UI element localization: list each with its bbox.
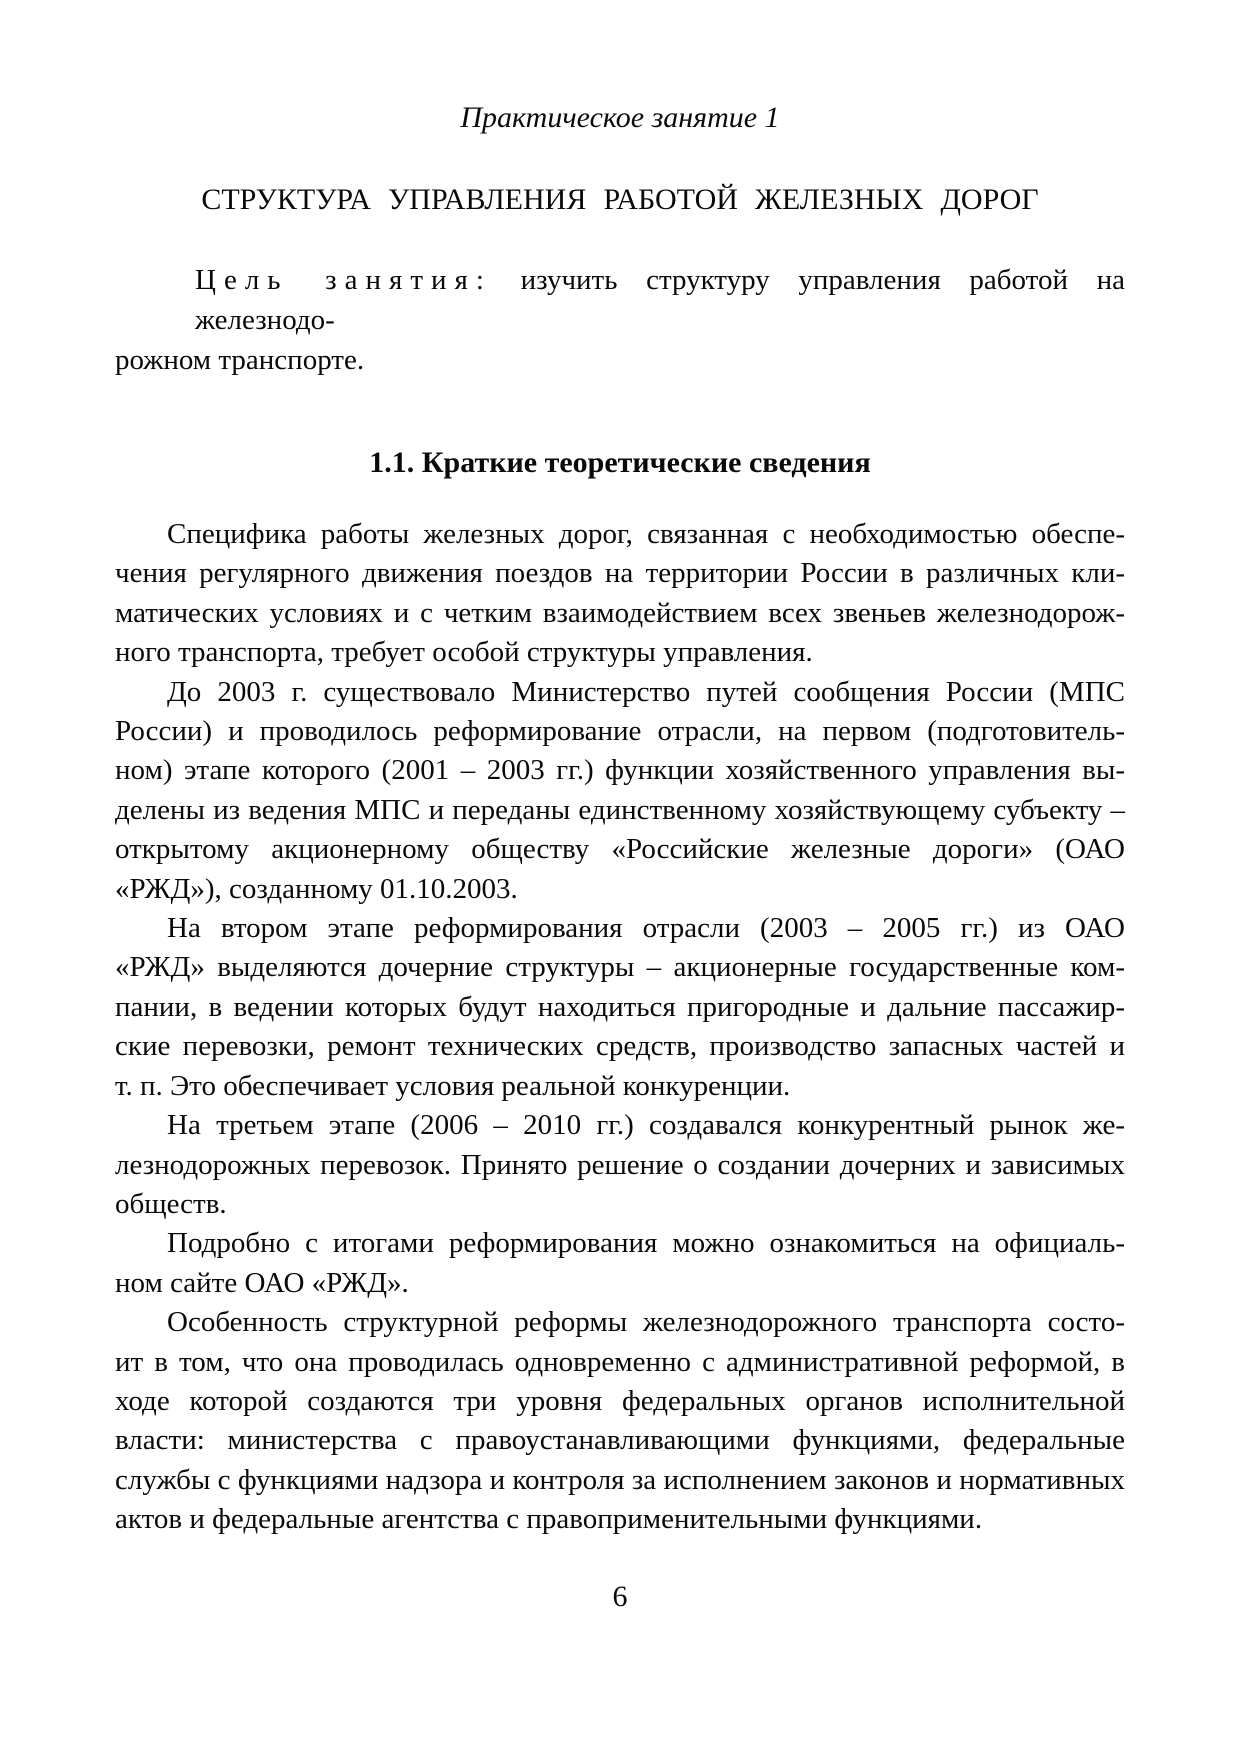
text-column: [115, 0, 1125, 1617]
text-line: На втором этапе реформирования отрасли (2003 – 2005 гг.) из ОАО: [167, 912, 1125, 945]
text-line: России) и проводилось реформирование отрасли, на первом (подготовитель-: [115, 715, 1125, 748]
text-line: ном) этапе которого (2001 – 2003 гг.) функции хозяйственного управления вы-: [115, 754, 1125, 787]
text-line: ские перевозки, ремонт технических средств, производство запасных частей и: [115, 1030, 1125, 1063]
text-line: открытому акционерному обществу «Российские железные дороги» (ОАО: [115, 833, 1125, 866]
text-line: обществ.: [115, 1187, 227, 1220]
text-line: Особенность структурной реформы железнодорожного транспорта состо-: [167, 1306, 1125, 1339]
text-line: делены из ведения МПС и переданы единственному хозяйствующему субъекту –: [115, 793, 1125, 826]
page-number: 6: [612, 1579, 628, 1613]
text-line: До 2003 г. существовало Министерство путей сообщения России (МПС: [167, 675, 1125, 708]
text-line: ного транспорта, требует особой структуры управления.: [115, 636, 813, 669]
goal-label: Цель занятия:: [195, 264, 492, 296]
section-heading: 1.1. Краткие теоретические сведения: [369, 446, 871, 479]
text-line: пании, в ведении которых будут находиться пригородные и дальние пассажир-: [115, 990, 1125, 1023]
running-head: Практическое занятие 1: [460, 101, 780, 134]
text-line: [115, 260, 1125, 340]
text-line: ит в том, что она проводилась одновременно с административной реформой, в: [115, 1345, 1125, 1378]
text-line: чения регулярного движения поездов на территории России в различных кли-: [115, 557, 1125, 590]
page-title: СТРУКТУРА УПРАВЛЕНИЯ РАБОТОЙ ЖЕЛЕЗНЫХ ДОРОГ: [201, 183, 1039, 216]
text-line: т. п. Это обеспечивает условия реальной конкуренции.: [115, 1069, 791, 1102]
text-line: власти: министерства с правоустанавливающими функциями, федеральные: [115, 1424, 1125, 1457]
text-line: ходе которой создаются три уровня федеральных органов исполнительной: [115, 1384, 1125, 1417]
text-line: Специфика работы железных дорог, связанная с необходимостью обеспе-: [167, 518, 1125, 550]
text-line: «РЖД»), созданному 01.10.2003.: [115, 872, 518, 905]
goal-paragraph: [115, 260, 1125, 380]
text-line: Подробно с итогами реформирования можно ознакомиться на официаль-: [167, 1227, 1125, 1260]
text-line: На третьем этапе (2006 – 2010 гг.) создавался конкурентный рынок же-: [167, 1109, 1125, 1142]
text-line: актов и федеральные агентства с правоприменительными функциями.: [115, 1503, 983, 1536]
text-line: лезнодорожных перевозок. Принято решение о создании дочерних и зависимых: [115, 1148, 1125, 1181]
text-line: рожном транспорте.: [115, 344, 365, 376]
text-line: службы с функциями надзора и контроля за исполнением законов и нормативных: [115, 1463, 1125, 1496]
text-line: матических условиях и с четким взаимодействием всех звеньев железнодорож-: [115, 596, 1125, 629]
text-line: ном сайте ОАО «РЖД».: [115, 1266, 409, 1299]
text-line: «РЖД» выделяются дочерние структуры – акционерные государственные ком-: [115, 951, 1125, 984]
body-text: [115, 515, 1125, 1540]
goal-text: изучить структуру управления работой на железнодо-: [195, 264, 1126, 336]
